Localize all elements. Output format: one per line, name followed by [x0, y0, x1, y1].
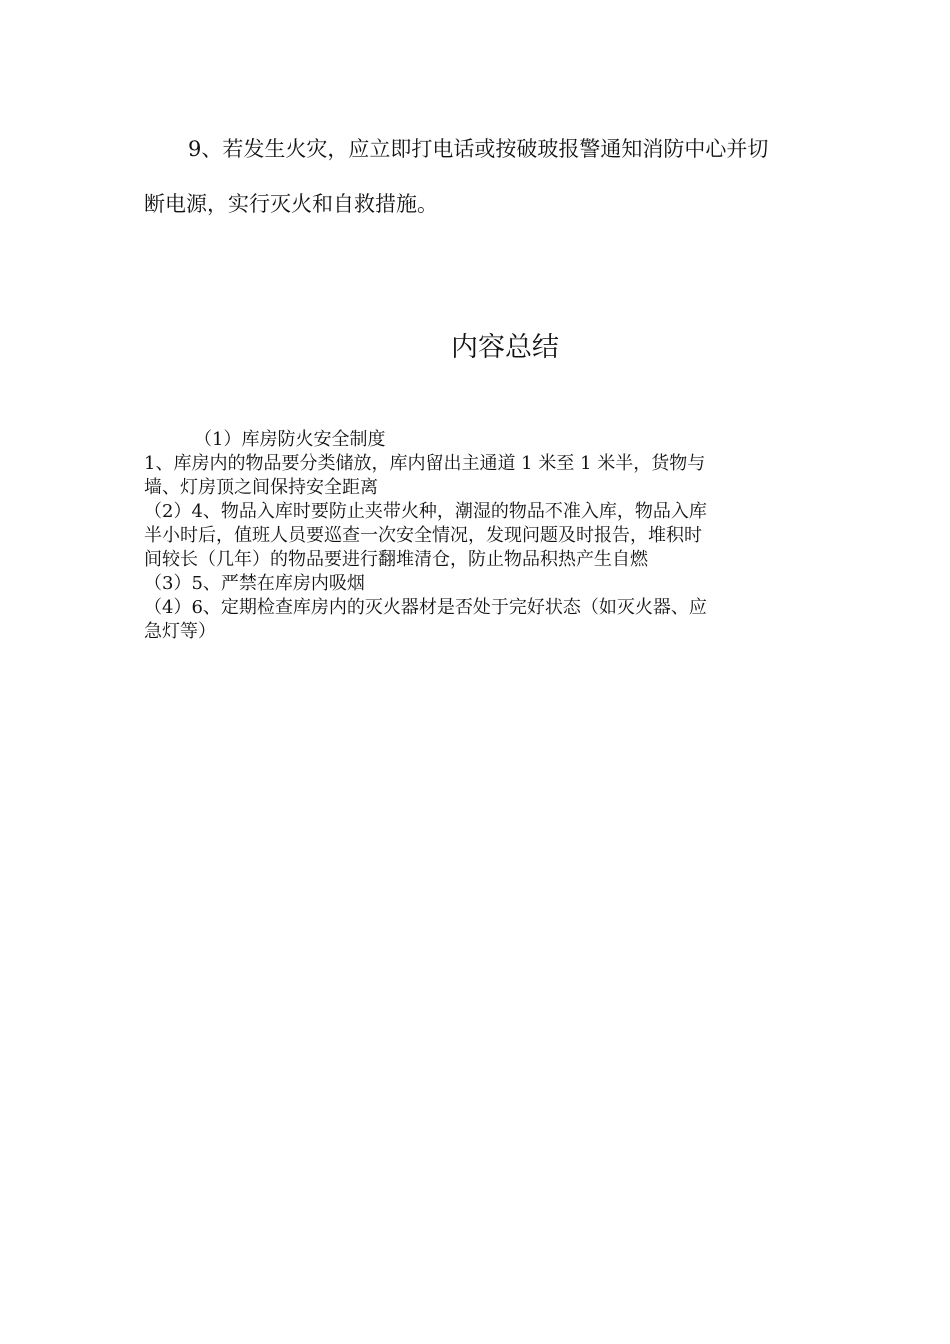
summary-line: 墙、灯房顶之间保持安全距离 [144, 477, 378, 498]
summary-line: （1）库房防火安全制度 [194, 429, 386, 450]
summary-line: （4）6、定期检查库房内的灭火器材是否处于完好状态（如灭火器、应 [144, 597, 707, 618]
summary-line: （2）4、物品入库时要防止夹带火种，潮湿的物品不准入库，物品入库 [144, 501, 707, 522]
paragraph-line: 9、若发生火灾，应立即打电话或按破玻报警通知消防中心并切 [188, 137, 769, 161]
summary-line: 半小时后，值班人员要巡查一次安全情况，发现问题及时报告，堆积时 [144, 525, 702, 546]
summary-line: 间较长（几年）的物品要进行翻堆清仓，防止物品积热产生自燃 [144, 549, 648, 570]
summary-title: 内容总结 [451, 332, 559, 363]
summary-body [144, 428, 804, 644]
summary-line: （3）5、严禁在库房内吸烟 [144, 573, 365, 594]
summary-line: 1、库房内的物品要分类储放，库内留出主通道 1 米至 1 米半，货物与 [144, 453, 706, 474]
paragraph-line: 断电源，实行灭火和自救措施。 [144, 192, 438, 216]
summary-line: 急灯等） [144, 621, 216, 642]
paragraph-item-9 [144, 122, 814, 232]
